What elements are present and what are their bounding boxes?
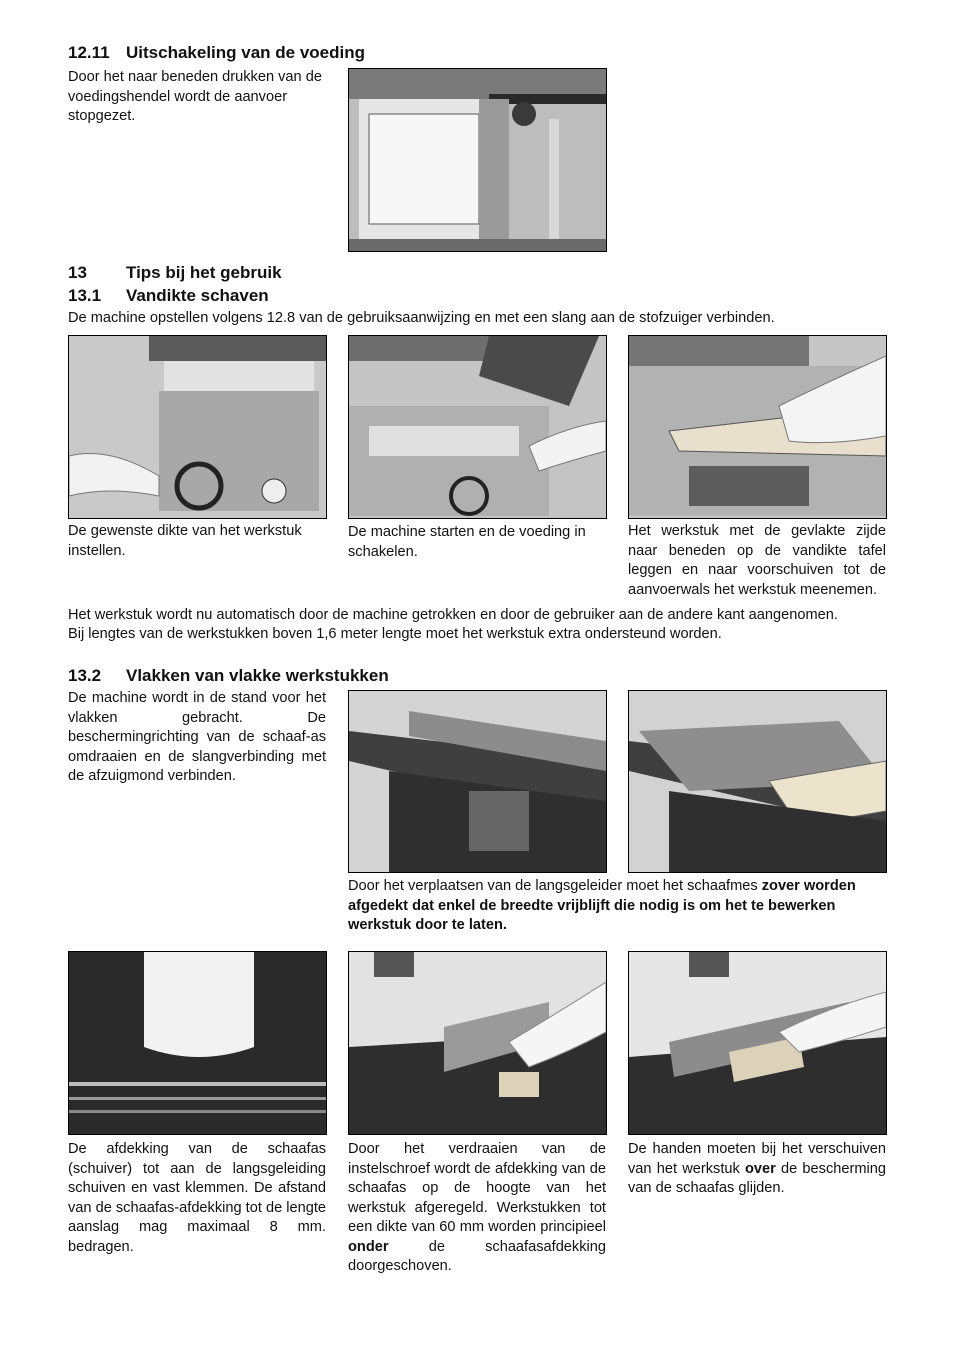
photo-start-machine xyxy=(348,335,607,519)
caption-start-machine: De machine starten en de voeding in schakelen. xyxy=(348,524,586,560)
caption-cutter-guard: De afdekking van de schaafas (schuiver) tot aan de langsgeleiding schuiven en vast klemmen. De afstand van de schaafas-afdekking tot de lengte aanslag mag maximaal 8 mm. bedragen. xyxy=(68,1141,326,1255)
intro-13-1: De machine opstellen volgens 12.8 van de gebruiksaanwijzing en met een slang aan de stofzuiger verbinden. xyxy=(68,310,775,326)
caption-hands-over-guard: De handen moeten bij het verschuiven van het werkstuk over de bescherming van de schaafas glijden. xyxy=(628,1141,886,1196)
caption-set-thickness: De gewenste dikte van het werkstuk instellen. xyxy=(68,523,302,559)
caption-adjust-screw: Door het verdraaien van de instelschroef wordt de afdekking van de schaafas op de hoogte van het werkstuk afgeregeld. Werkstukken tot een dikte van 60 mm worden principieel onder de schaafasafdekking doorgeschoven. xyxy=(348,1141,606,1274)
photo-feed-workpiece xyxy=(628,335,887,519)
heading-13-2: 13.2 Vlakken van vlakke werkstukken xyxy=(68,666,389,685)
photo-feed-lever xyxy=(348,68,607,252)
photo-cutter-guard xyxy=(68,951,327,1135)
photo-fence-position xyxy=(348,690,607,873)
intro-13-2: De machine wordt in de stand voor het vlakken gebracht. De beschermingrichting van de schaaf-as omdraaien en de slangverbinding met de afzuigmond verbinden. xyxy=(68,690,326,784)
heading-13-1: 13.1 Vandikte schaven xyxy=(68,286,269,305)
photo-fence-workpiece xyxy=(628,690,887,873)
paragraph-auto-feed: Het werkstuk wordt nu automatisch door de machine getrokken en door de gebruiker aan de andere kant aangenomen. xyxy=(68,607,838,623)
heading-12-11: 12.11 Uitschakeling van de voeding xyxy=(68,43,366,62)
caption-fence: Door het verplaatsen van de langsgeleider moet het schaafmes zover worden afgedekt dat enkel de breedte vrijblijft die nodig is om het te bewerken werkstuk door te laten. xyxy=(348,878,856,933)
photo-hands-over-guard xyxy=(628,951,887,1135)
text-12-11: Door het naar beneden drukken van de voedingshendel wordt de aanvoer stopgezet. xyxy=(68,69,322,124)
paragraph-support: Bij lengtes van de werkstukken boven 1,6 meter lengte moet het werkstuk extra ondersteund worden. xyxy=(68,626,722,642)
caption-feed-workpiece: Het werkstuk met de gevlakte zijde naar beneden op de vandikte tafel leggen en naar voorschuiven tot de aanvoerwals het werkstuk meenemen. xyxy=(628,523,886,598)
heading-13: 13 Tips bij het gebruik xyxy=(68,263,282,282)
photo-adjust-screw xyxy=(348,951,607,1135)
photo-set-thickness xyxy=(68,335,327,519)
